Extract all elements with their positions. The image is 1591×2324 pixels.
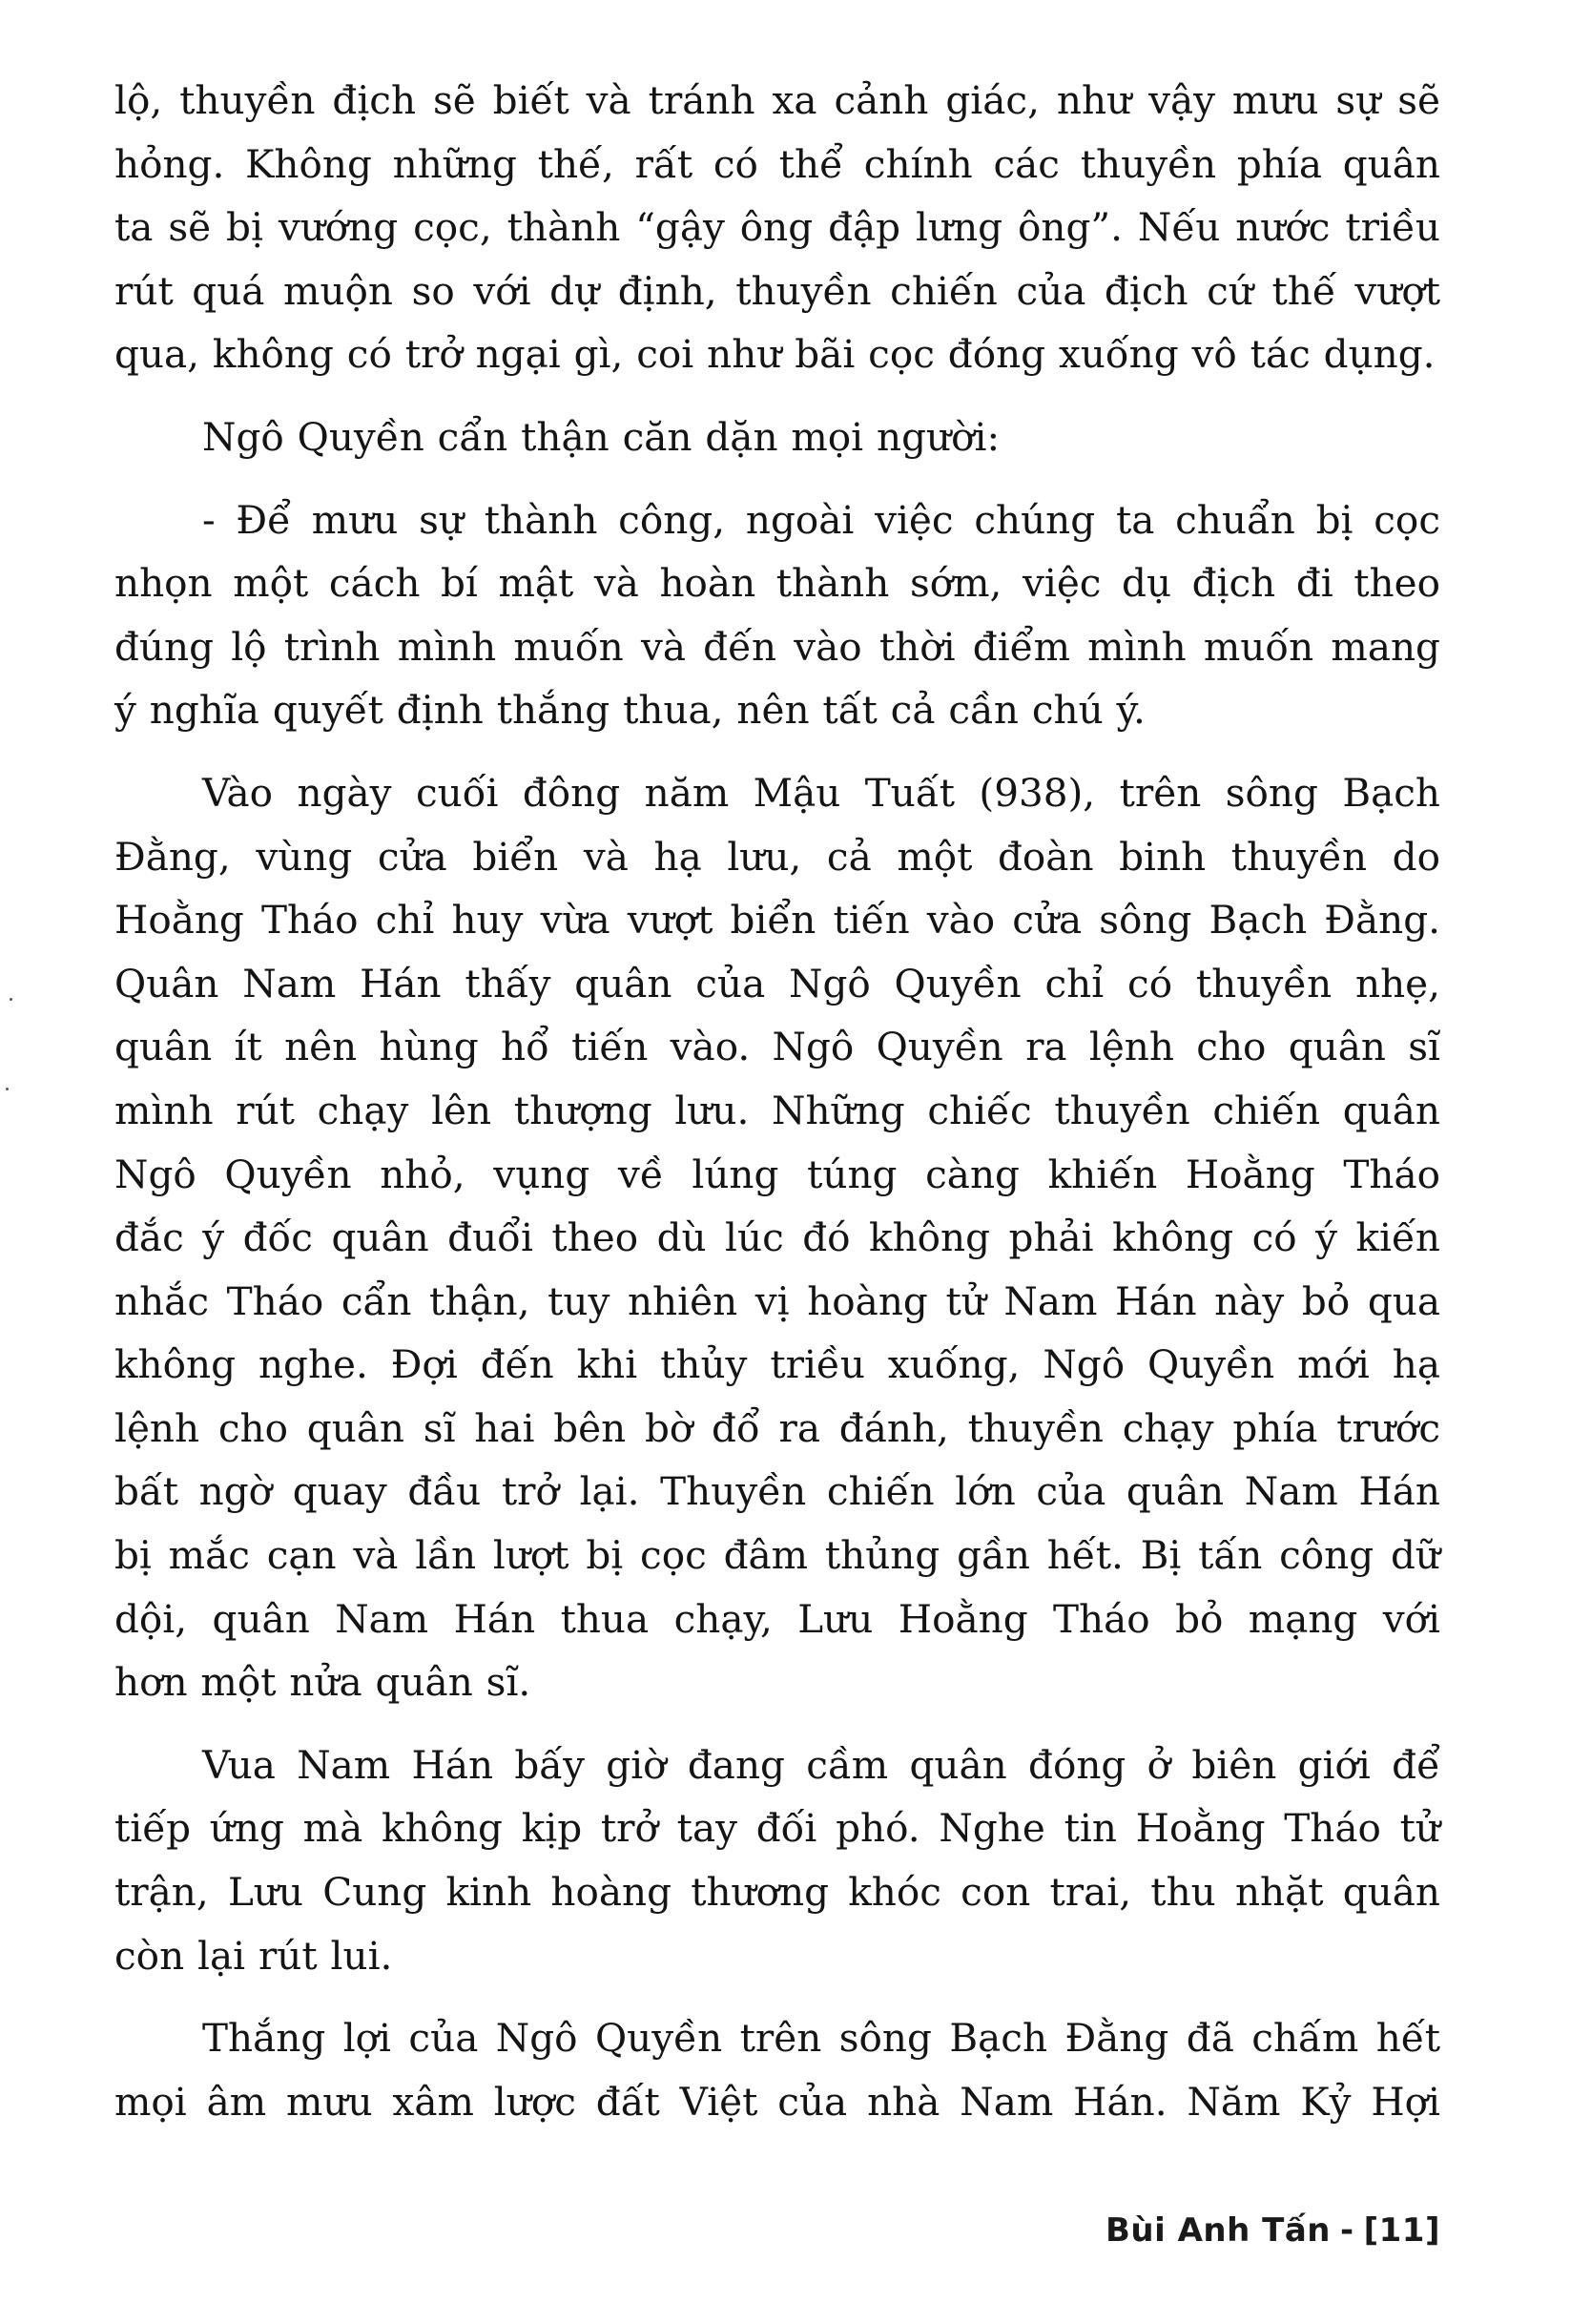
scan-speck — [6, 1088, 9, 1090]
text-line: qua, không có trở ngại gì, coi như bãi cọc đóng xuống vô tác dụng. — [114, 331, 1436, 378]
paragraph — [114, 761, 1440, 1714]
text-line: Vua Nam Hán bấy giờ đang cầm quân đóng ở biên giới để — [202, 1741, 1440, 1788]
text-line: ta sẽ bị vướng cọc, thành “gậy ông đập lưng ông”. Nếu nước triều — [114, 204, 1440, 251]
paragraph-gap — [114, 742, 1440, 761]
paragraph-gap — [114, 1987, 1440, 2006]
paragraph-gap — [114, 386, 1440, 405]
paragraph — [114, 488, 1440, 742]
text-line: lộ, thuyền địch sẽ biết và tránh xa cảnh giác, như vậy mưu sự sẽ — [114, 77, 1440, 123]
page-footer — [1105, 2211, 1440, 2250]
scan-speck — [10, 998, 12, 1001]
text-line: Đằng, vùng cửa biển và hạ lưu, cả một đoàn binh thuyền do — [114, 833, 1440, 880]
text-line: đúng lộ trình mình muốn và đến vào thời điểm mình muốn mang — [114, 623, 1440, 670]
text-line: Hoằng Tháo chỉ huy vừa vượt biển tiến vào cửa sông Bạch Đằng. — [114, 897, 1440, 944]
body-text — [114, 69, 1440, 2133]
page-number: [11] — [1363, 2211, 1440, 2250]
text-line: còn lại rút lui. — [114, 1932, 393, 1979]
text-line: đắc ý đốc quân đuổi theo dù lúc đó không phải không có ý kiến — [114, 1214, 1440, 1261]
paragraph-gap — [114, 1714, 1440, 1733]
text-line: quân ít nên hùng hổ tiến vào. Ngô Quyền ra lệnh cho quân sĩ — [114, 1024, 1440, 1070]
text-line: ý nghĩa quyết định thắng thua, nên tất cả cần chú ý. — [114, 687, 1146, 734]
text-line: bất ngờ quay đầu trở lại. Thuyền chiến lớn của quân Nam Hán — [114, 1468, 1440, 1515]
text-line: nhắc Tháo cẩn thận, tuy nhiên vị hoàng tử Nam Hán này bỏ qua — [114, 1277, 1440, 1324]
text-line: dội, quân Nam Hán thua chạy, Lưu Hoằng Tháo bỏ mạng với — [114, 1595, 1440, 1642]
text-line: - Để mưu sự thành công, ngoài việc chúng ta chuẩn bị cọc — [202, 496, 1440, 543]
text-line: rút quá muộn so với dự định, thuyền chiến của địch cứ thế vượt — [114, 267, 1440, 314]
text-line: trận, Lưu Cung kinh hoàng thương khóc con trai, thu nhặt quân — [114, 1869, 1440, 1916]
paragraph — [114, 2006, 1440, 2133]
paragraph — [114, 405, 1440, 469]
text-line: Ngô Quyền nhỏ, vụng về lúng túng càng khiến Hoằng Tháo — [114, 1151, 1440, 1197]
text-line: hơn một nửa quân sĩ. — [114, 1659, 531, 1706]
text-line: Vào ngày cuối đông năm Mậu Tuất (938), trên sông Bạch — [202, 769, 1440, 816]
paragraph-gap — [114, 469, 1440, 488]
text-line: lệnh cho quân sĩ hai bên bờ đổ ra đánh, thuyền chạy phía trước — [114, 1404, 1440, 1451]
footer-author: Bùi Anh Tấn — [1105, 2211, 1331, 2250]
text-line: hỏng. Không những thế, rất có thể chính các thuyền phía quân — [114, 140, 1440, 187]
text-line: mọi âm mưu xâm lược đất Việt của nhà Nam Hán. Năm Kỷ Hợi — [114, 2078, 1440, 2125]
text-line: Thắng lợi của Ngô Quyền trên sông Bạch Đằng đã chấm hết — [202, 2015, 1440, 2062]
text-line: nhọn một cách bí mật và hoàn thành sớm, việc dụ địch đi theo — [114, 560, 1440, 607]
text-line: mình rút chạy lên thượng lưu. Những chiếc thuyền chiến quân — [114, 1087, 1440, 1133]
text-line: không nghe. Đợi đến khi thủy triều xuống, Ngô Quyền mới hạ — [114, 1341, 1440, 1388]
paragraph — [114, 1733, 1440, 1987]
footer-separator: - — [1339, 2211, 1354, 2250]
text-line: bị mắc cạn và lần lượt bị cọc đâm thủng gần hết. Bị tấn công dữ — [114, 1532, 1440, 1579]
text-line: tiếp ứng mà không kịp trở tay đối phó. Nghe tin Hoằng Tháo tử — [114, 1805, 1440, 1852]
paragraph — [114, 69, 1440, 386]
text-line: Quân Nam Hán thấy quân của Ngô Quyền chỉ có thuyền nhẹ, — [114, 960, 1440, 1006]
text-line: Ngô Quyền cẩn thận căn dặn mọi người: — [202, 413, 1001, 460]
